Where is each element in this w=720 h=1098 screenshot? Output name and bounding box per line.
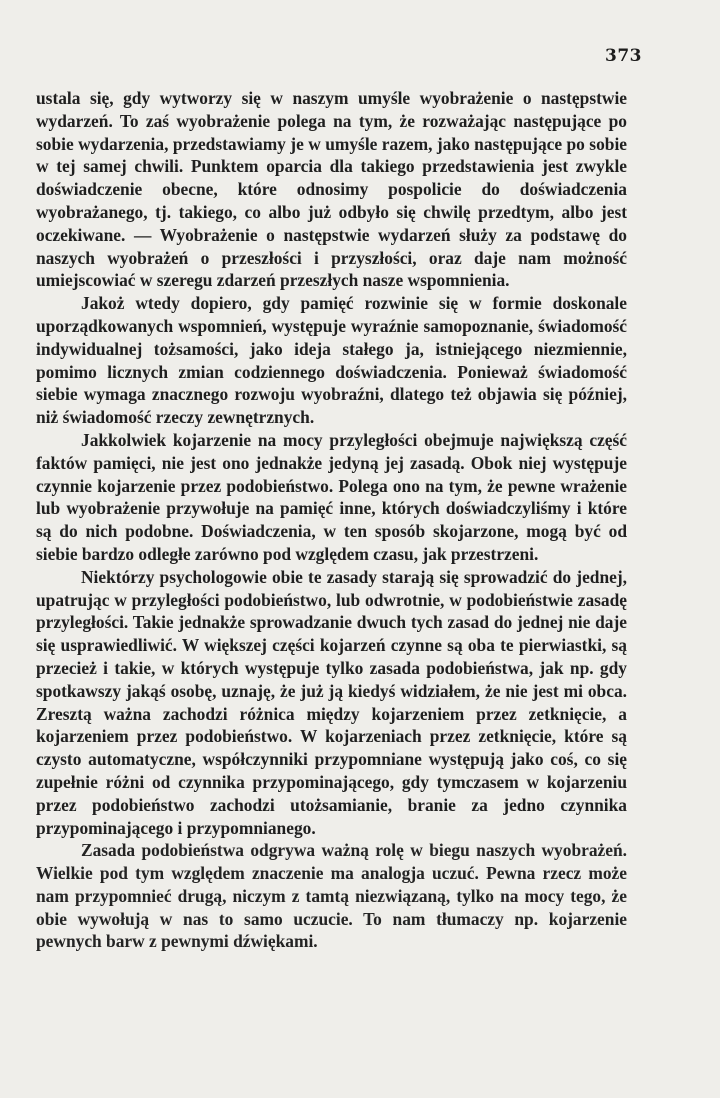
paragraph-reduction-of-principles: Niektórzy psychologowie obie te zasady starają się sprowadzić do jednej, upatrując w przyległości podobieństwo, lub odwrotnie, w podobieństwie zasadę przyległości. Takie jednakże sprowadzanie dwuch tych zasad do jednej nie daje się usprawiedliwić. W większej części kojarzeń czynne są oba te pierwiastki, są przecież i takie, w których występuje tylko zasada podobieństwa, jak np. gdy spotkawszy jakąś osobę, uznaję, że już ją kiedyś widziałem, że nie jest mi obca. Zresztą ważna zachodzi różnica między kojarzeniem przez zetknięcie, a kojarzeniem przez podobieństwo. W kojarzeniach przez zetknięcie, które są czysto automatyczne, współczynniki przypomniane występują jako coś, co się zupełnie różni od czynnika przypominającego, gdy tymczasem w kojarzeniu przez podobieństwo zachodzi utożsamianie, branie za jedno czynnika przypominającego i przypomnianego. bbox=[36, 566, 627, 838]
paragraph-similarity-association: Jakkolwiek kojarzenie na mocy przyległości obejmuje największą część faktów pamięci, nie jest ono jednakże jedyną jej zasadą. Obok niej występuje czynnie kojarzenie przez podobieństwo. Polega ono na tym, że pewne wrażenie lub wyobrażenie przywołuje na pamięć inne, których doświadczyliśmy i które są do nich podobne. Doświadczenia, w ten sposób skojarzone, mogą być od siebie bardzo odległe zarówno pod względem czasu, jak przestrzeni. bbox=[36, 429, 627, 564]
paragraph-analogy-of-feelings: Zasada podobieństwa odgrywa ważną rolę w biegu naszych wyobrażeń. Wielkie pod tym względem znaczenie ma analogja uczuć. Pewna rzecz może nam przypomnieć drugą, niczym z tamtą niezwiązaną, tylko na mocy tego, że obie wywołują w nas to samo uczucie. To nam tłumaczy np. kojarzenie pewnych barw z pewnymi dźwiękami. bbox=[36, 840, 627, 952]
paragraph-continuation: ustala się, gdy wytworzy się w naszym umyśle wyobrażenie o następstwie wydarzeń. To zaś wyobrażenie polega na tym, że rozważając następujące po sobie wydarzenia, przedstawiamy je w umyśle razem, jako następujące po sobie w tej samej chwili. Punktem oparcia dla takiego przedstawienia jest zwykle doświadczenie obecne, które odnosimy pospolicie do doświadczenia wyobrażanego, tj. takiego, co albo już odbyło się chwilę przedtym, albo jest oczekiwane. — Wyobrażenie o następstwie wydarzeń służy za podstawę do naszych wyobrażeń o przeszłości i przyszłości, oraz daje nam możność umiejscowiać w szeregu zdarzeń przeszłych nasze wspomnienia. bbox=[36, 88, 627, 291]
paragraph-self-awareness: Jakoż wtedy dopiero, gdy pamięć rozwinie się w formie doskonale uporządkowanych wspomnień, występuje wyraźnie samopoznanie, świadomość indywidualnej tożsamości, jako ideja stałego ja, istniejącego niezmiennie, pomimo licznych zmian codziennego doświadczenia. Ponieważ świadomość siebie wymaga znacznego rozwoju wyobraźni, dlatego też objawia się później, niż świadomość rzeczy zewnętrznych. bbox=[36, 293, 627, 428]
page-number: 373 bbox=[605, 46, 642, 66]
page-text-body bbox=[36, 87, 627, 953]
